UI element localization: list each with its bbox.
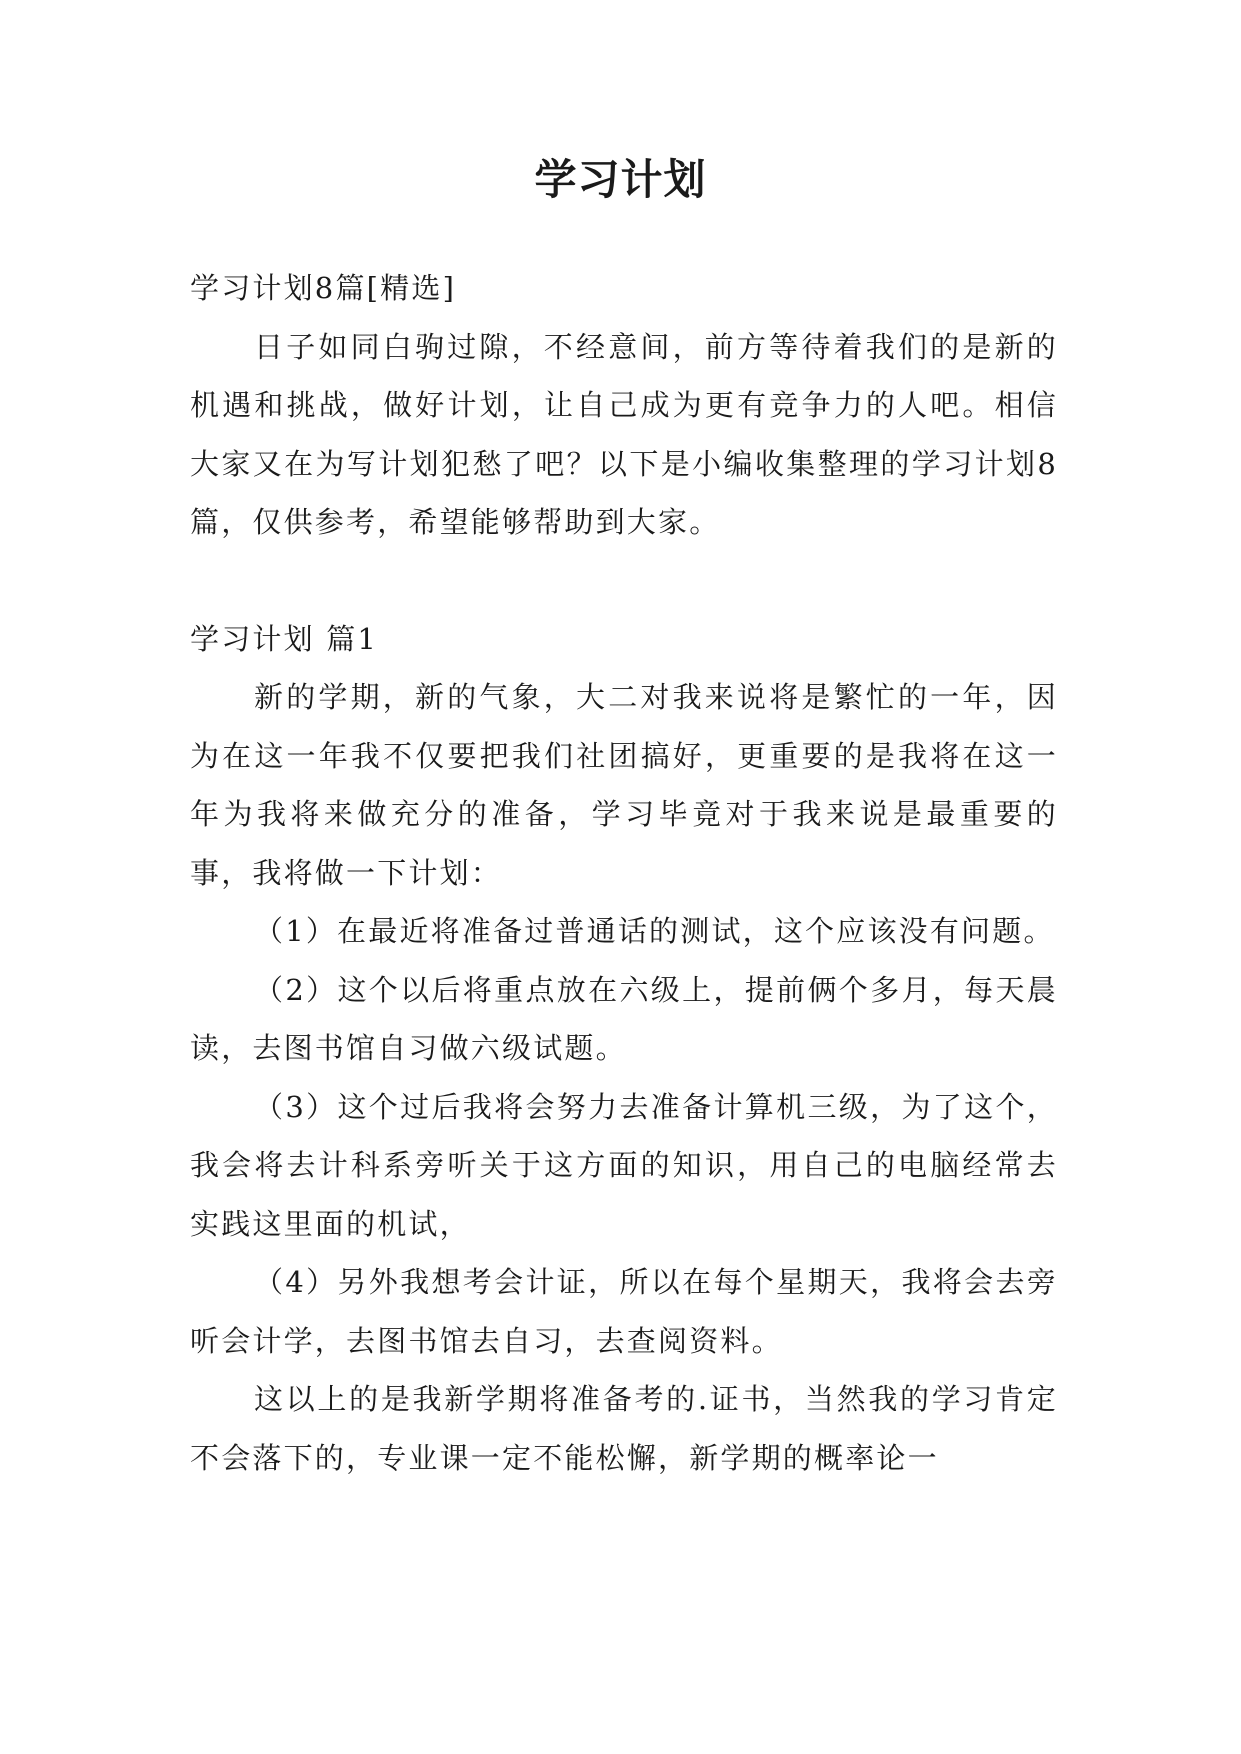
document-body <box>190 259 1058 1487</box>
intro-paragraph: 日子如同白驹过隙，不经意间，前方等待着我们的是新的机遇和挑战，做好计划，让自己成为更有竞争力的人吧。相信大家又在为写计划犯愁了吧？以下是小编收集整理的学习计划8篇，仅供参考，希望能够帮助到大家。 <box>190 329 1058 539</box>
section-heading: 学习计划 篇1 <box>190 621 379 656</box>
list-item: （1）在最近将准备过普通话的测试，这个应该没有问题。 <box>254 914 1055 948</box>
list-item: （4）另外我想考会计证，所以在每个星期天，我将会去旁听会计学，去图书馆去自习，去查阅资料。 <box>190 1265 1058 1358</box>
list-item: （2）这个以后将重点放在六级上，提前俩个多月，每天晨读，去图书馆自习做六级试题。 <box>190 972 1058 1065</box>
page-title: 学习计划 <box>534 155 707 204</box>
document-subtitle: 学习计划8篇[精选] <box>190 271 457 305</box>
section-paragraph: 新的学期，新的气象，大二对我来说将是繁忙的一年，因为在这一年我不仅要把我们社团搞好，更重要的是我将在这一年为我将来做充分的准备，学习毕竟对于我来说是最重要的事，我将做一下计划： <box>190 680 1058 890</box>
list-item: （3）这个过后我将会努力去准备计算机三级，为了这个，我会将去计科系旁听关于这方面的知识，用自己的电脑经常去实践这里面的机试， <box>190 1089 1058 1241</box>
section-paragraph: 这以上的是我新学期将准备考的.证书，当然我的学习肯定不会落下的，专业课一定不能松懈，新学期的概率论一 <box>190 1382 1058 1475</box>
